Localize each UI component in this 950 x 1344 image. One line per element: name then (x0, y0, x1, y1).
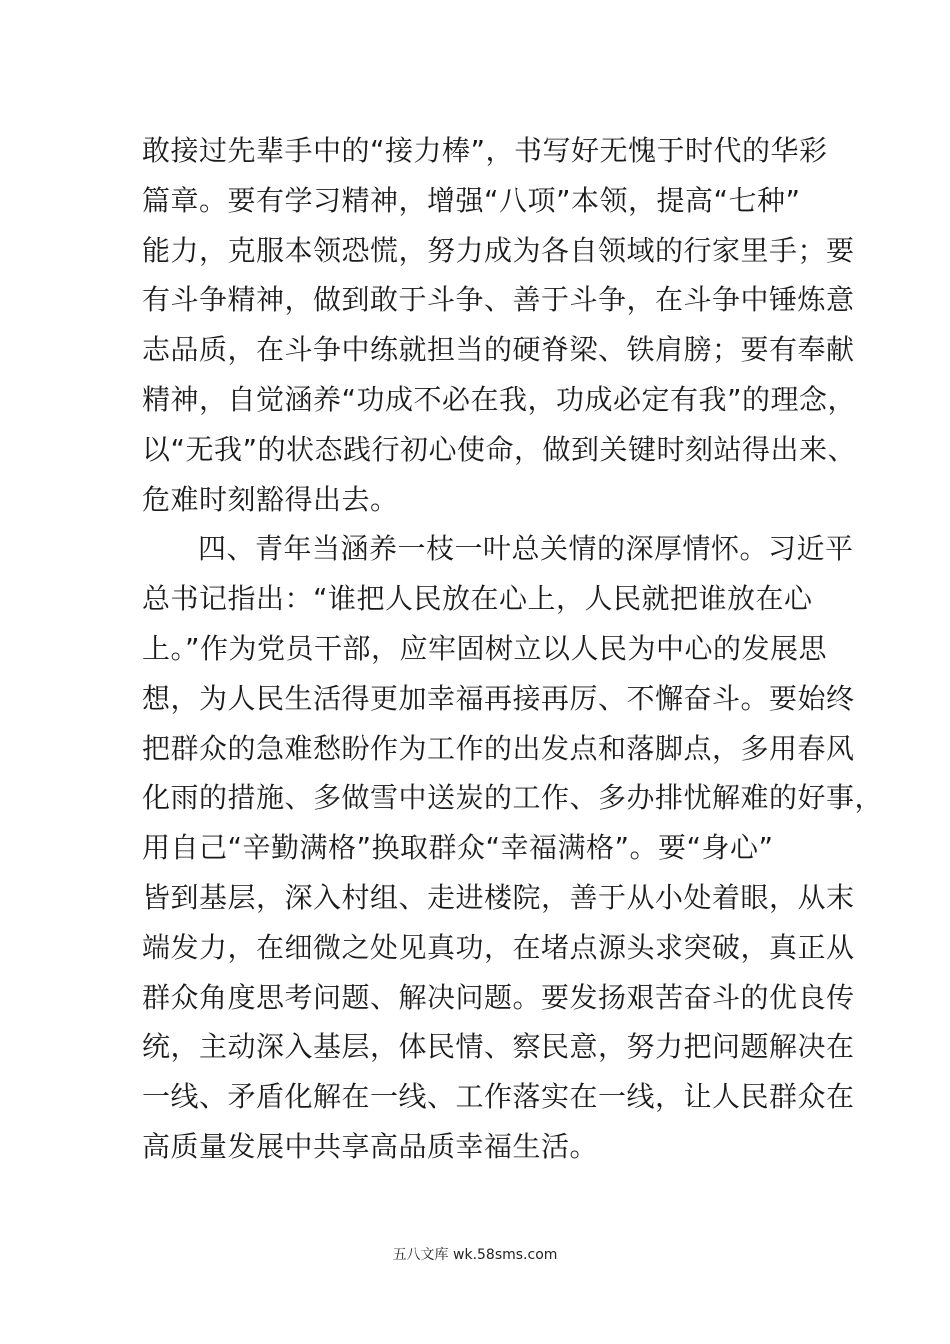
text-line: 高质量发展中共享高品质幸福生活。 (142, 1129, 599, 1163)
text-line: 把群众的急难愁盼作为工作的出发点和落脚点，多用春风 (142, 731, 855, 765)
paragraph-start-line: 四、青年当涵养一枝一叶总关情的深厚情怀。习近平 (198, 532, 854, 566)
text-line: 敢接过先辈手中的“接力棒”，书写好无愧于时代的华彩 (142, 134, 828, 167)
footer-watermark: 五八文库 wk.58sms.com (392, 1247, 558, 1263)
text-line: 志品质，在斗争中练就担当的硬脊梁、铁肩膀；要有奉献 (142, 333, 855, 367)
text-line: 有斗争精神，做到敢于斗争、善于斗争，在斗争中锤炼意 (142, 283, 855, 317)
text-line: 一线、矛盾化解在一线、工作落实在一线，让人民群众在 (142, 1080, 855, 1114)
body-text (142, 126, 884, 1172)
text-line: 统，主动深入基层，体民情、察民意，努力把问题解决在 (142, 1030, 855, 1064)
text-line: 危难时刻豁得出去。 (142, 482, 399, 516)
text-line: 以“无我”的状态践行初心使命，做到关键时刻站得出来、 (142, 432, 857, 466)
text-line: 篇章。要有学习精神，增强“八项”本领，提高“七种” (142, 183, 801, 217)
text-line: 精神，自觉涵养“功成不必在我，功成必定有我”的理念， (142, 382, 857, 416)
text-line: 能力，克服本领恐慌，努力成为各自领域的行家里手；要 (142, 233, 855, 267)
text-line: 皆到基层，深入村组、走进楼院，善于从小处着眼，从末 (142, 880, 855, 914)
text-line: 用自己“辛勤满格”换取群众“幸福满格”。要“身心” (142, 831, 774, 865)
text-line: 端发力，在细微之处见真功，在堵点源头求突破，真正从 (142, 930, 855, 964)
text-line: 化雨的措施、多做雪中送炭的工作、多办排忧解难的好事， (142, 781, 884, 815)
text-line: 群众角度思考问题、解决问题。要发扬艰苦奋斗的优良传 (142, 980, 855, 1014)
text-line: 总书记指出：“谁把人民放在心上，人民就把谁放在心 (142, 582, 813, 616)
text-line: 上。”作为党员干部，应牢固树立以人民为中心的发展思 (142, 631, 828, 665)
text-line: 想，为人民生活得更加幸福再接再厉、不懈奋斗。要始终 (142, 681, 855, 715)
